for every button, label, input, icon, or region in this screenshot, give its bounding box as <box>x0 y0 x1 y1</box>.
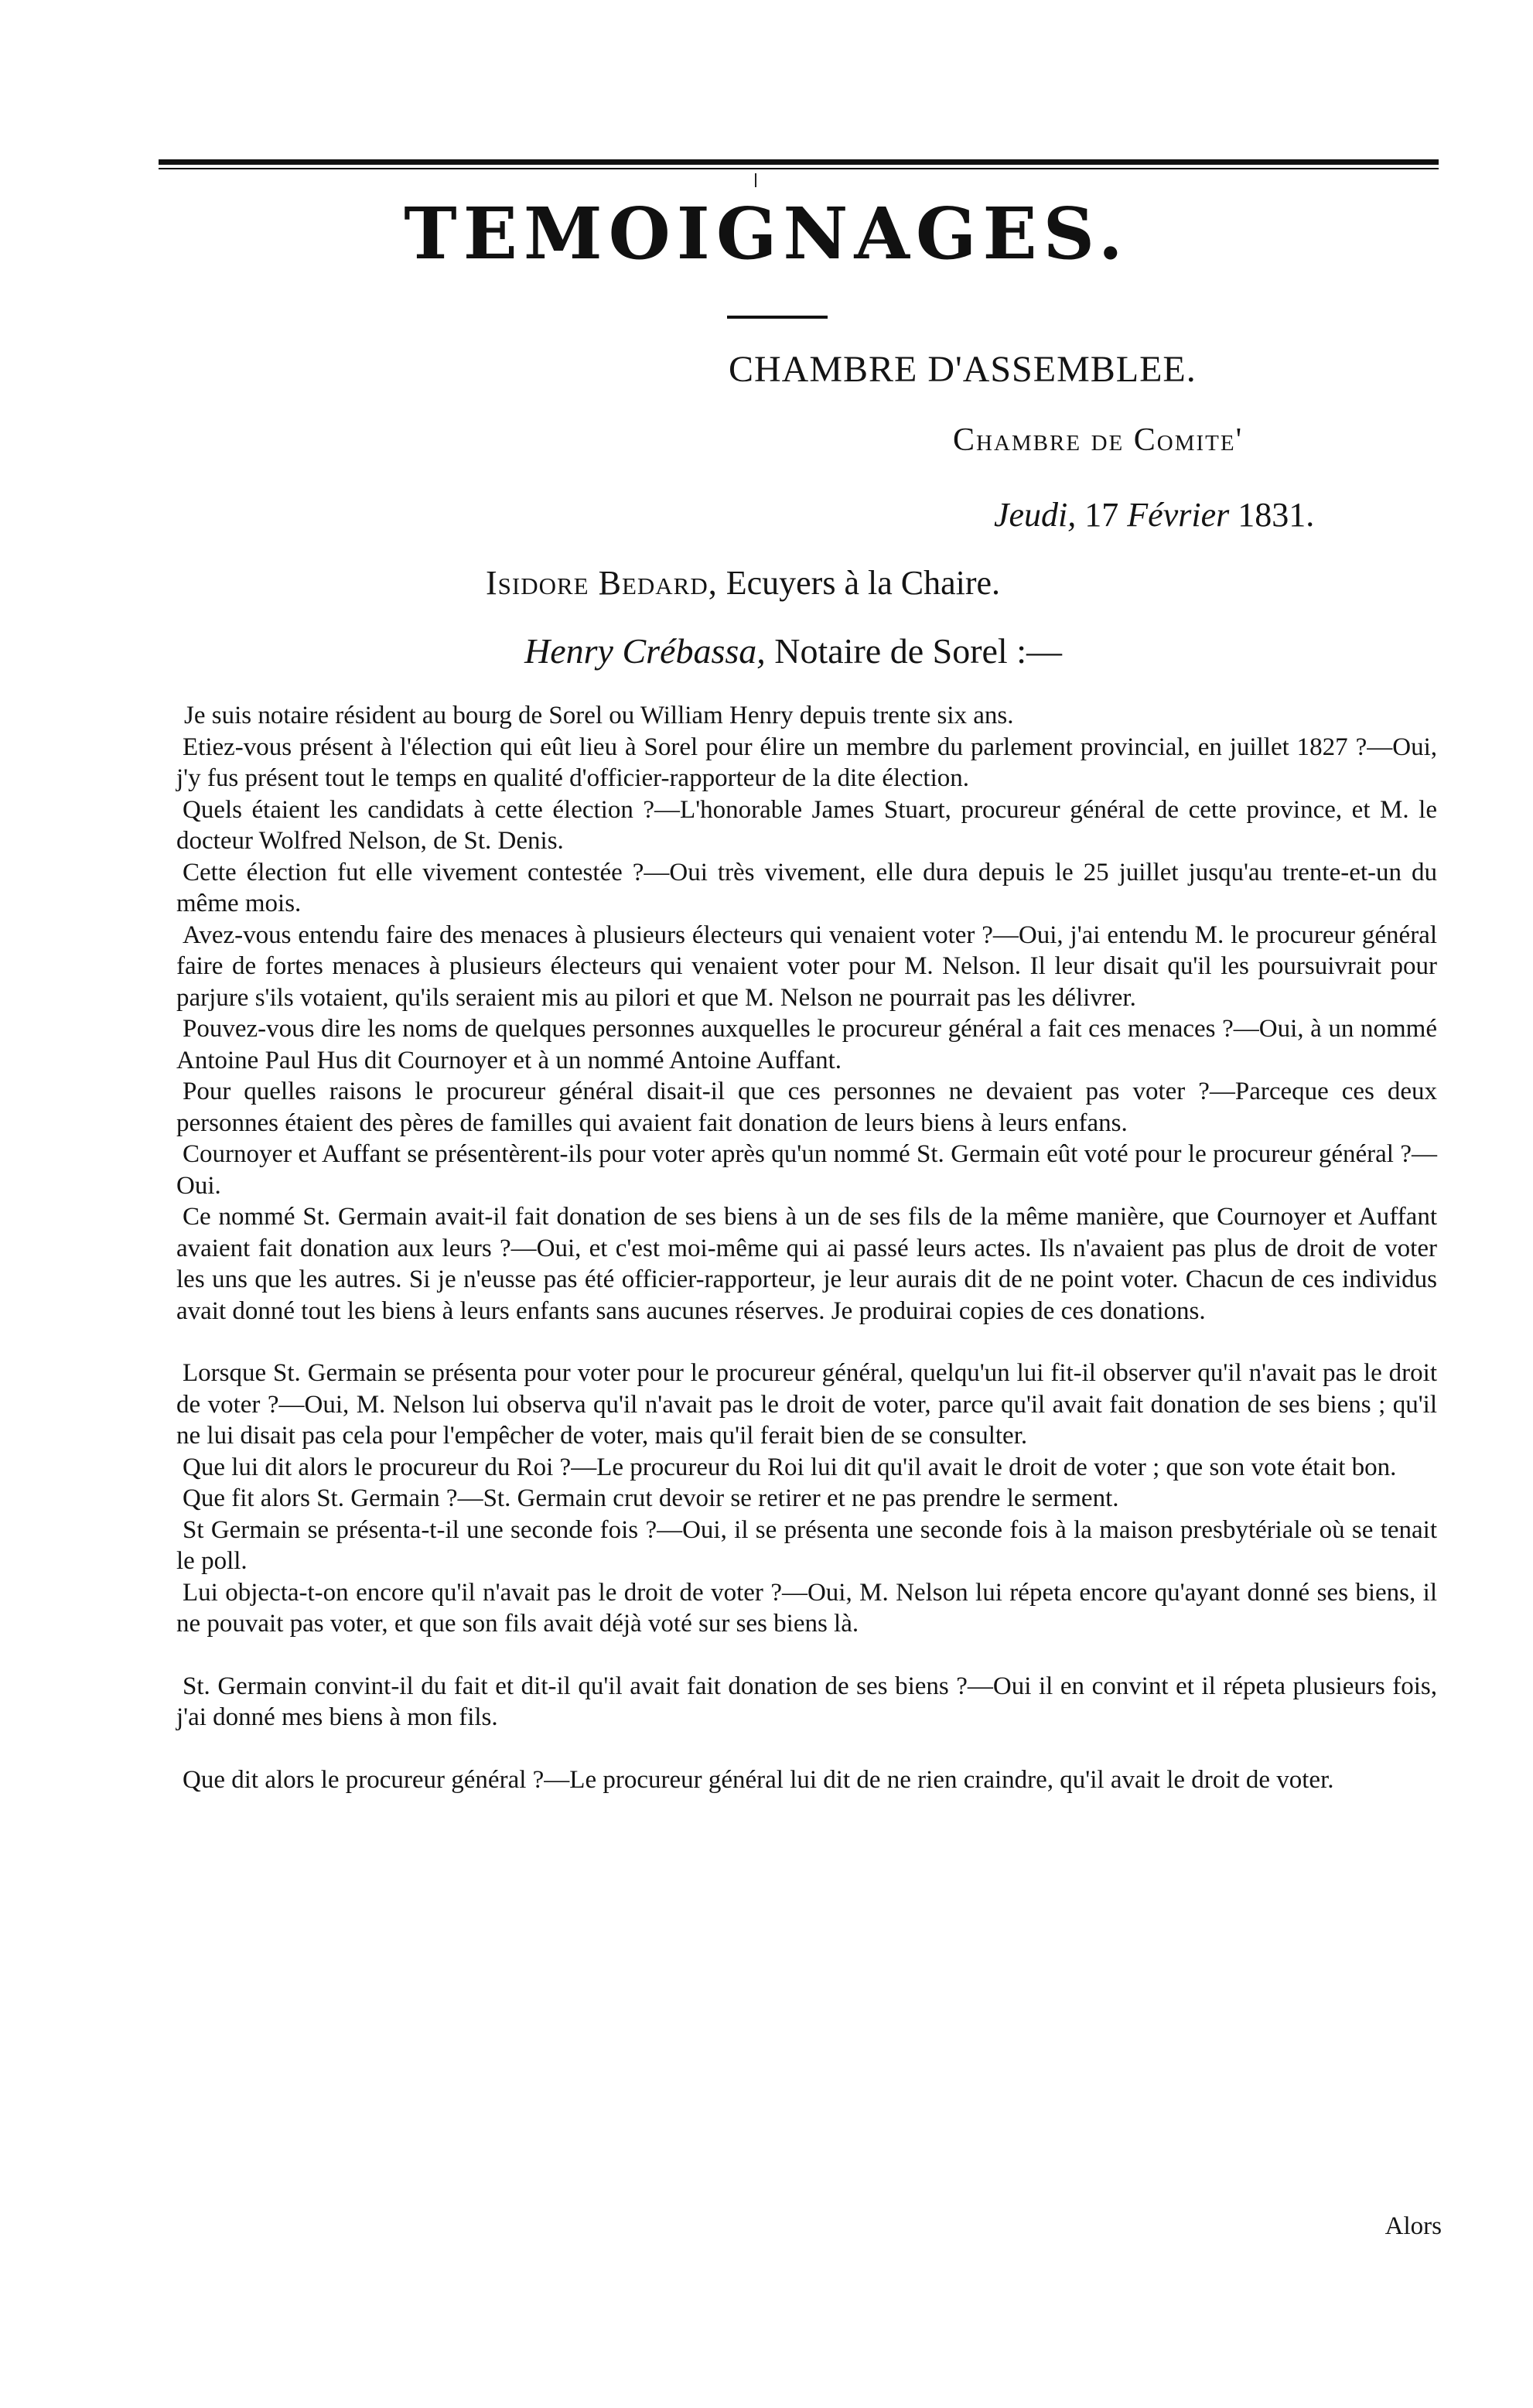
paragraph: Etiez-vous présent à l'élection qui eût lieu à Sorel pour élire un membre du parlement provincial, en juillet 1827 ?—Oui, j'y fus présent tout le temps en qualité d'officier-rapporteur de la dite élection. <box>176 733 1437 792</box>
witness-role: Notaire de Sorel :— <box>774 631 1062 671</box>
witness-line <box>524 630 1062 671</box>
page-title: TEMOIGNAGES. <box>404 192 1129 275</box>
paragraph: Pouvez-vous dire les noms de quelques personnes auxquelles le procureur général a fait ces menaces ?—Oui, à un nommé Antoine Paul Hus dit Cournoyer et à un nommé Antoine Auffant. <box>176 1015 1437 1074</box>
paragraph: Ce nommé St. Germain avait-il fait donation de ses biens à un de ses fils de la même manière, que Cournoyer et Auffant avaient fait donation aux leurs ?—Oui, et c'est moi-même qui ai passé leurs actes. Ils n'avaient pas plus de droit de voter les uns que les autres. Si je n'eusse pas été officier-rapporteur, je leur aurais dit de ne point voter. Chacun de ces individus avait donné tout les biens à leurs enfants sans aucunes réserves. Je produirai copies de ces donations. <box>176 1203 1437 1325</box>
date-month: Février <box>1127 496 1230 534</box>
paragraph: Je suis notaire résident au bourg de Sorel ou William Henry depuis trente six ans. <box>184 702 1014 729</box>
paragraph: St Germain se présenta-t-il une seconde fois ?—Oui, il se présenta une seconde fois à la maison presbytériale où se tenait le poll. <box>176 1515 1437 1575</box>
rule-tick-mark <box>755 173 756 187</box>
paragraph: Lorsque St. Germain se présenta pour voter pour le procureur général, quelqu'un lui fit-il observer qu'il n'avait pas le droit de voter ?—Oui, M. Nelson lui observa qu'il n'avait pas le droit de voter, parce qu'il avait fait donation de ses biens ; qu'il ne lui disait pas cela pour l'empêcher de voter, mais qu'il ferait bien de se consulter. <box>176 1359 1437 1450</box>
paragraph: Que fit alors St. Germain ?—St. Germain crut devoir se retirer et ne pas prendre le serment. <box>183 1484 1119 1512</box>
testimony-body <box>176 700 1437 1795</box>
chair-role: Ecuyers à la Chaire. <box>726 564 1001 602</box>
date-year: 1831. <box>1238 496 1315 534</box>
sub-chamber-heading: Chambre de Comite' <box>953 422 1244 458</box>
short-divider <box>727 316 828 319</box>
paragraph: Quels étaient les candidats à cette élection ?—L'honorable James Stuart, procureur général de cette province, et M. le docteur Wolfred Nelson, de St. Denis. <box>176 795 1437 855</box>
paragraph: St. Germain convint-il du fait et dit-il qu'il avait fait donation de ses biens ?—Oui il en convint et il répeta plusieurs fois, j'ai donné mes biens à mon fils. <box>176 1672 1437 1731</box>
chair-line <box>486 563 1000 603</box>
paragraph: Avez-vous entendu faire des menaces à plusieurs électeurs qui venaient voter ?—Oui, j'ai entendu M. le procureur général faire de fortes menaces à plusieurs électeurs qui venaient voter pour M. Nelson. Il leur disait qu'il les poursuivrait pour parjure s'ils votaient, qu'ils seraient mis au pilori et que M. Nelson ne pourrait pas les délivrer. <box>176 921 1437 1012</box>
catchword: Alors <box>1384 2212 1442 2240</box>
paragraph: Lui objecta-t-on encore qu'il n'avait pas le droit de voter ?—Oui, M. Nelson lui répeta encore qu'ayant donné ses biens, il ne pouvait pas voter, et que son fils avait déjà voté sur ses biens là. <box>176 1578 1437 1638</box>
date-number: 17 <box>1084 496 1119 534</box>
date-day: Jeudi, <box>994 496 1077 534</box>
top-double-rule <box>159 159 1439 165</box>
chair-name: Isidore Bedard, <box>486 564 718 602</box>
witness-name: Henry Crébassa, <box>524 631 766 671</box>
paragraph: Que lui dit alors le procureur du Roi ?—Le procureur du Roi lui dit qu'il avait le droit de voter ; que son vote était bon. <box>183 1453 1397 1481</box>
paragraph: Que dit alors le procureur général ?—Le procureur général lui dit de ne rien craindre, qu'il avait le droit de voter. <box>183 1765 1334 1794</box>
paragraph: Pour quelles raisons le procureur général disait-il que ces personnes ne devaient pas voter ?—Parceque ces deux personnes étaient des pères de familles qui avaient fait donation de leurs biens à leurs enfans. <box>176 1078 1437 1137</box>
chamber-heading: CHAMBRE D'ASSEMBLEE. <box>729 349 1197 390</box>
session-date <box>994 495 1314 535</box>
paragraph: Cette élection fut elle vivement contestée ?—Oui très vivement, elle dura depuis le 25 juillet jusqu'au trente-et-un du même mois. <box>176 858 1437 917</box>
paragraph: Cournoyer et Auffant se présentèrent-ils pour voter après qu'un nommé St. Germain eût voté pour le procureur général ?—Oui. <box>176 1140 1437 1200</box>
